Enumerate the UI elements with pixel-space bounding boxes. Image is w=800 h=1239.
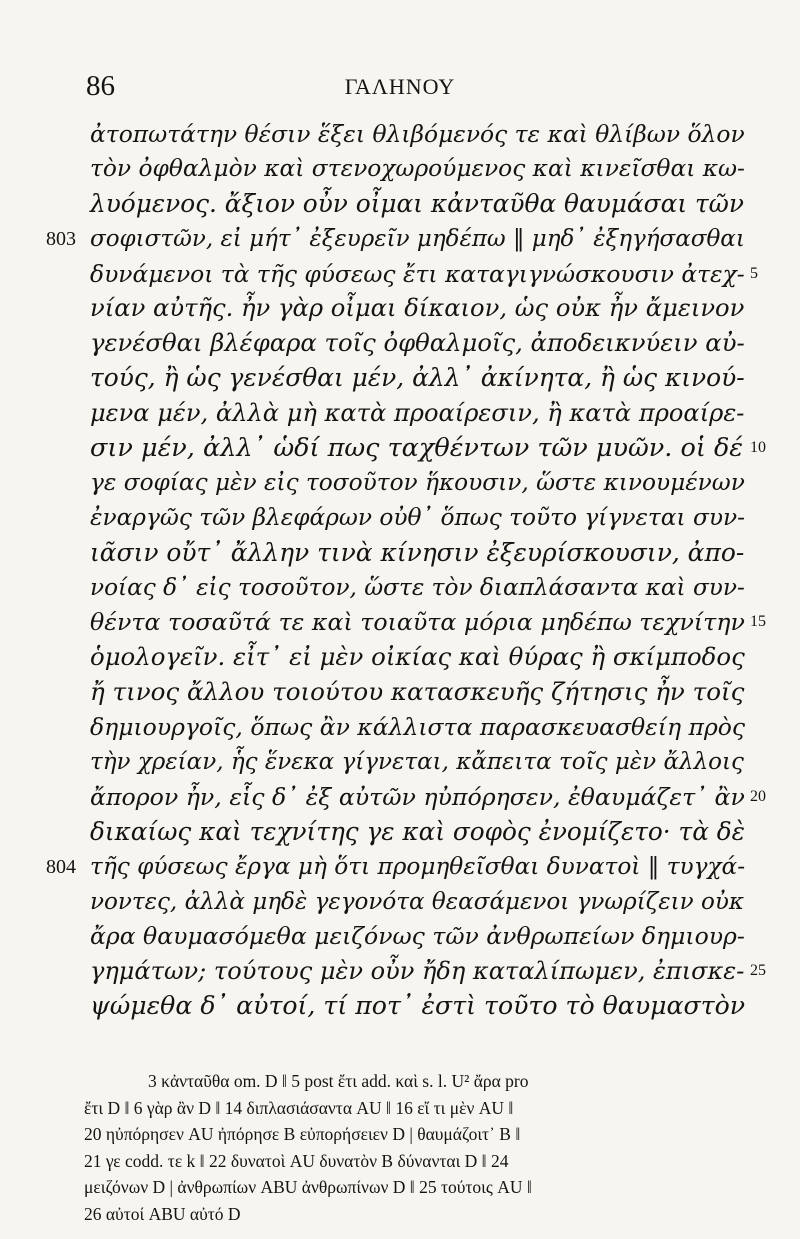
line-text: νοντες, ἀλλὰ μηδὲ γεγονότα θεασάμενοι γνωρίζειν οὐκ [90, 888, 745, 915]
text-line [0, 850, 800, 885]
footnote-text: μειζόνων D | ἀνθρωπίων ABU ἀνθρωπίνων D ‖ 25 τούτοις AU ‖ [84, 1177, 532, 1197]
text-line [0, 291, 800, 326]
line-text: μενα μέν, ἀλλὰ μὴ κατὰ προαίρεσιν, ἢ κατὰ προαίρε- [90, 399, 745, 428]
critical-apparatus [0, 1068, 800, 1227]
line-text: δημιουργοῖς, ὅπως ἂν κάλλιστα παρασκευασθείη πρὸς [90, 713, 746, 742]
line-number: 20 [750, 787, 766, 805]
main-text [0, 117, 800, 1024]
running-head: ΓΑΛΗΝΟΥ [344, 74, 456, 99]
footnote-text: 26 αὐτοί ABU αὐτό D [84, 1203, 241, 1224]
line-text: νοίας δ᾽ εἰς τοσοῦτον, ὥστε τὸν διαπλάσαντα καὶ συν- [90, 573, 745, 601]
text-line [0, 885, 800, 920]
text-line [0, 431, 800, 466]
text-line [0, 361, 800, 396]
text-line [0, 466, 800, 501]
page-header [0, 70, 800, 110]
line-text: νίαν αὐτῆς. ἦν γὰρ οἶμαι δίκαιον, ὡς οὐκ ἦν ἄμεινον [90, 293, 745, 323]
text-line [0, 640, 800, 675]
line-text: γενέσθαι βλέφαρα τοῖς ὀφθαλμοῖς, ἀποδεικνύειν αὐ- [90, 328, 745, 358]
page-number: 86 [86, 70, 115, 102]
text-line [0, 257, 800, 292]
margin-reference-number: 803 [46, 227, 76, 250]
text-line [0, 745, 800, 780]
line-text: ἀτοπωτάτην θέσιν ἕξει θλιβόμενός τε καὶ θλίβων ὅλον [90, 120, 745, 148]
line-text: τούς, ἢ ὡς γενέσθαι μέν, ἀλλ᾽ ἀκίνητα, ἢ ὡς κινού- [90, 363, 745, 393]
line-text: ἐναργῶς τῶν βλεφάρων οὐθ᾽ ὅπως τοῦτο γίγνεται συν- [90, 503, 745, 531]
text-line [0, 501, 800, 536]
line-number: 15 [750, 613, 766, 631]
footnote-line [0, 1174, 800, 1201]
line-text: σιν μέν, ἀλλ᾽ ὡδί πως ταχθέντων τῶν μυῶν. οἱ δέ [90, 433, 743, 464]
line-text: ιᾶσιν οὔτ᾽ ἄλλην τινὰ κίνησιν ἐξευρίσκουσιν, ἀπο- [90, 537, 745, 567]
footnote-line [0, 1095, 800, 1122]
line-text: γημάτων; τούτους μὲν οὖν ἤδη καταλίπωμεν, ἐπισκε- [90, 957, 745, 986]
text-line [0, 954, 800, 989]
line-text: δυνάμενοι τὰ τῆς φύσεως ἔτι καταγιγνώσκουσιν ἀτεχ- [90, 259, 745, 288]
line-number: 25 [750, 962, 766, 980]
line-text: γε σοφίας μὲν εἰς τοσοῦτον ἥκουσιν, ὥστε κινουμένων [90, 468, 745, 496]
text-line [0, 152, 800, 187]
footnote-line [0, 1121, 800, 1148]
footnote-text: 20 ηὐπόρησεν AU ἠπόρησε B εὐπορήσειεν D | θαυμάζοιτ᾽ B ‖ [84, 1124, 521, 1144]
line-text: ἄρα θαυμασόμεθα μειζόνως τῶν ἀνθρωπείων δημιουρ- [90, 922, 745, 951]
text-line [0, 571, 800, 606]
line-text: δικαίως καὶ τεχνίτης γε καὶ σοφὸς ἐνομίζετο· τὰ δὲ [90, 816, 745, 846]
text-line [0, 710, 800, 745]
text-line [0, 222, 800, 257]
footnote-text: 21 γε codd. τε k ‖ 22 δυνατοὶ AU δυνατὸν B δύνανται D ‖ 24 [84, 1150, 509, 1171]
footnote-line [0, 1148, 800, 1175]
line-text: ἄπορον ἦν, εἷς δ᾽ ἐξ αὐτῶν ηὐπόρησεν, ἐθαυμάζετ᾽ ἂν [90, 782, 745, 811]
text-line [0, 989, 800, 1024]
line-text: ψώμεθα δ᾽ αὐτοί, τί ποτ᾽ ἐστὶ τοῦτο τὸ θαυμαστὸν [90, 991, 746, 1021]
text-line [0, 815, 800, 850]
line-number: 5 [750, 264, 758, 282]
footnote-line [0, 1201, 800, 1228]
line-text: ἤ τινος ἄλλου τοιούτου κατασκευῆς ζήτησις ἦν τοῖς [90, 677, 745, 707]
text-line [0, 536, 800, 571]
line-text: τῆς φύσεως ἔργα μὴ ὅτι προμηθεῖσθαι δυνατοὶ ‖ τυγχά- [90, 852, 746, 880]
line-text: τὸν ὀφθαλμὸν καὶ στενοχωρούμενος καὶ κινεῖσθαι κω- [90, 154, 745, 182]
footnote-line [0, 1068, 800, 1095]
text-line [0, 187, 800, 222]
text-line [0, 605, 800, 640]
line-text: λυόμενος. ἄξιον οὖν οἶμαι κἀνταῦθα θαυμάσαι τῶν [90, 188, 744, 218]
line-text: σοφιστῶν, εἰ μήτ᾽ ἐξευρεῖν μηδέπω ‖ μηδ᾽ ἐξηγήσασθαι [90, 225, 745, 252]
text-line [0, 396, 800, 431]
line-text: ὁμολογεῖν. εἶτ᾽ εἰ μὲν οἰκίας καὶ θύρας ἢ σκίμποδος [90, 642, 745, 672]
margin-reference-number: 804 [46, 855, 76, 878]
text-line [0, 326, 800, 361]
line-number: 10 [750, 439, 766, 457]
text-line [0, 675, 800, 710]
text-line [0, 780, 800, 815]
line-text: θέντα τοσαῦτά τε καὶ τοιαῦτα μόρια μηδέπω τεχνίτην [90, 608, 745, 637]
footnote-text: 3 κἀνταῦθα om. D ‖ 5 post ἔτι add. καὶ s. l. U² ἄρα pro [148, 1071, 529, 1091]
line-text: τὴν χρείαν, ἧς ἕνεκα γίγνεται, κἄπειτα τοῖς μὲν ἄλλοις [90, 749, 744, 776]
text-line [0, 919, 800, 954]
text-line [0, 117, 800, 152]
footnote-text: ἔτι D ‖ 6 γὰρ ἂν D ‖ 14 διπλασιάσαντα AU ‖ 16 εἴ τι μὲν AU ‖ [84, 1097, 514, 1118]
